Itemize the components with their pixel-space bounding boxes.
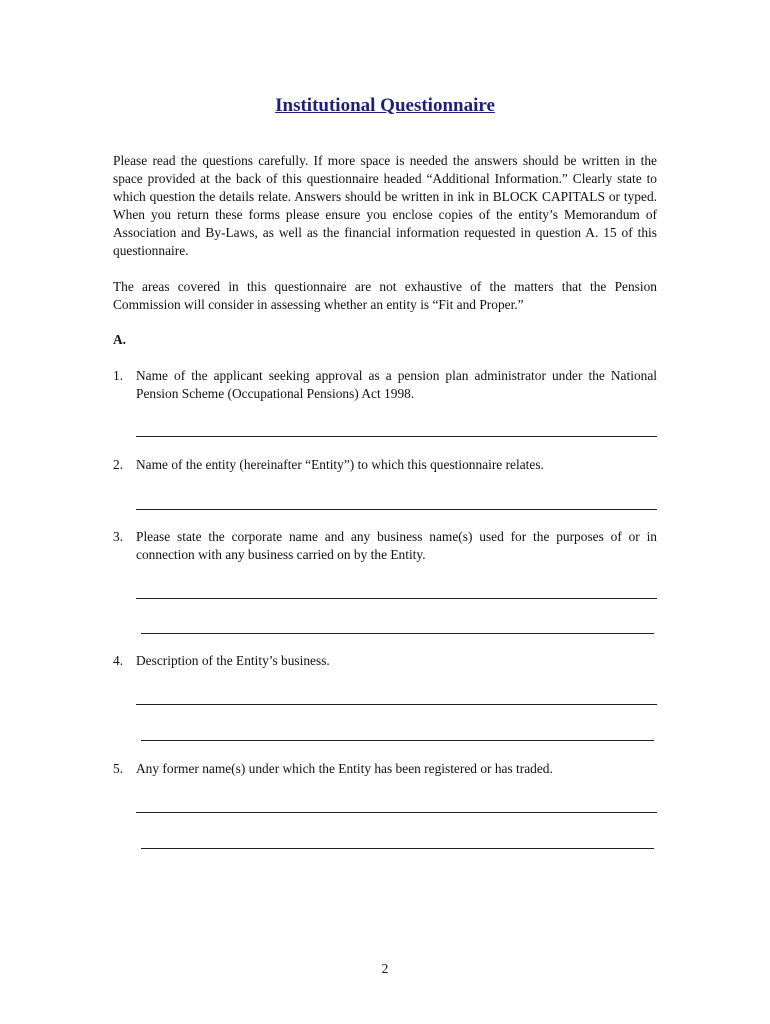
question-text: Any former name(s) under which the Entity has been registered or has traded. xyxy=(136,761,553,776)
answer-line[interactable] xyxy=(136,436,657,437)
question-number: 2. xyxy=(113,457,124,472)
question-text: Please state the corporate name and any business name(s) used for the purposes of or in connection with any business carried on by the Entity. xyxy=(136,529,657,562)
question-text: Description of the Entity’s business. xyxy=(136,653,330,668)
question-number: 3. xyxy=(113,529,124,544)
intro-paragraph: Please read the questions carefully. If more space is needed the answers should be written in the space provided at the back of this questionnaire headed “Additional Information.” Clearly state to which question the details relate. Answers should be written in ink in BLOCK CAPITALS or typed. When you return these forms please ensure you enclose copies of the entity’s Memorandum of Association and By-Laws, as well as the financial information requested in question A. 15 of this questionnaire. xyxy=(113,153,657,258)
answer-line[interactable] xyxy=(136,509,657,510)
answer-line[interactable] xyxy=(141,848,654,849)
page-number: 2 xyxy=(381,961,389,976)
question-number: 5. xyxy=(113,761,124,776)
question-1 xyxy=(113,367,657,403)
section-label: A. xyxy=(113,332,127,347)
question-text: Name of the applicant seeking approval as a pension plan administrator under the National Pension Scheme (Occupational Pensions) Act 1998. xyxy=(136,368,657,401)
answer-line[interactable] xyxy=(141,740,654,741)
answer-line[interactable] xyxy=(141,633,654,634)
intro-paragraph: The areas covered in this questionnaire are not exhaustive of the matters that the Pension Commission will consider in assessing whether an entity is “Fit and Proper.” xyxy=(113,279,657,312)
question-3 xyxy=(113,528,657,564)
question-5 xyxy=(113,760,657,778)
question-text: Name of the entity (hereinafter “Entity”) to which this questionnaire relates. xyxy=(136,457,544,472)
answer-line[interactable] xyxy=(136,598,657,599)
question-2 xyxy=(113,456,657,474)
question-number: 1. xyxy=(113,368,124,383)
answer-line[interactable] xyxy=(136,812,657,813)
answer-line[interactable] xyxy=(136,704,657,705)
question-number: 4. xyxy=(113,653,124,668)
question-4 xyxy=(113,652,657,670)
page-title: Institutional Questionnaire xyxy=(275,95,495,116)
